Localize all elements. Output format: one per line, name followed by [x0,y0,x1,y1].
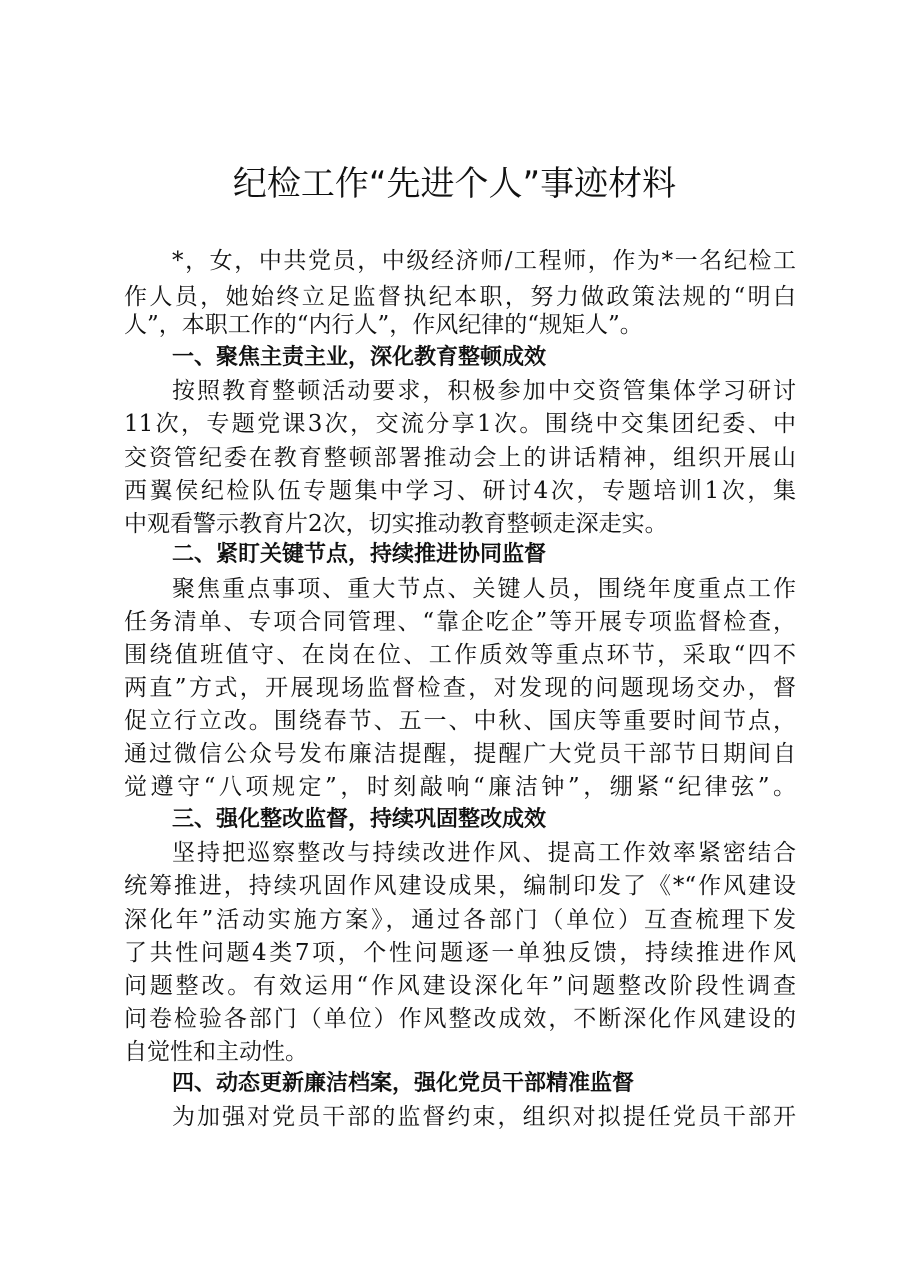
section-1-line-1: 按照教育整顿活动要求，积极参加中交资管集体学习研讨 [172,378,796,404]
section-4-heading: 四、动态更新廉洁档案，强化党员干部精准监督 [172,1071,635,1096]
section-2-line-2: 任务清单、专项合同管理、“靠企吃企”等开展专项监督检查， [124,609,796,635]
section-2-line-1: 聚焦重点事项、重大节点、关键人员，围绕年度重点工作 [172,576,796,602]
section-4-line-1: 为加强对党员干部的监督约束，组织对拟提任党员干部开 [172,1104,796,1130]
section-3-line-4: 了共性问题4类7项，个性问题逐一单独反馈，持续推进作风 [124,940,796,966]
section-3-line-2: 统筹推进，持续巩固作风建设成果，编制印发了《*“作风建设 [124,873,796,899]
section-1-line-5: 中观看警示教育片2次，切实推动教育整顿走深走实。 [124,511,668,537]
section-3-line-1: 坚持把巡察整改与持续改进作风、提高工作效率紧密结合 [172,840,796,866]
section-2-line-6: 通过微信公众号发布廉洁提醒，提醒广大党员干部节日期间自 [124,741,796,767]
section-2-line-5: 促立行立改。围绕春节、五一、中秋、国庆等重要时间节点， [124,708,796,734]
section-3-heading: 三、强化整改监督，持续巩固整改成效 [172,807,547,832]
section-2-line-7: 觉遵守“八项规定”，时刻敲响“廉洁钟”，绷紧“纪律弦”。 [124,774,796,800]
intro-line-2: 作人员，她始终立足监督执纪本职，努力做政策法规的“明白 [124,284,796,310]
section-3-line-7: 自觉性和主动性。 [124,1039,308,1065]
section-2-line-4: 两直”方式，开展现场监督检查，对发现的问题现场交办，督 [124,675,796,701]
section-1-line-4: 西翼侯纪检队伍专题集中学习、研讨4次，专题培训1次，集 [124,478,796,504]
section-1-line-2: 11次，专题党课3次，交流分享1次。围绕中交集团纪委、中 [124,411,796,437]
document-title: 纪检工作“先进个人”事迹材料 [232,164,677,204]
section-1-heading: 一、聚焦主责主业，深化教育整顿成效 [172,345,547,370]
intro-line-3: 人”，本职工作的“内行人”，作风纪律的“规矩人”。 [124,312,643,338]
section-3-line-3: 深化年”活动实施方案》，通过各部门（单位）互查梳理下发 [124,907,796,933]
intro-line-1: *，女，中共党员，中级经济师/工程师，作为*一名纪检工 [172,248,796,274]
section-3-line-5: 问题整改。有效运用“作风建设深化年”问题整改阶段性调查 [124,973,796,999]
section-2-heading: 二、紧盯关键节点，持续推进协同监督 [172,542,547,567]
section-3-line-6: 问卷检验各部门（单位）作风整改成效，不断深化作风建设的 [124,1006,796,1032]
section-1-line-3: 交资管纪委在教育整顿部署推动会上的讲话精神，组织开展山 [124,445,796,471]
section-2-line-3: 围绕值班值守、在岗在位、工作质效等重点环节，采取“四不 [124,642,796,668]
